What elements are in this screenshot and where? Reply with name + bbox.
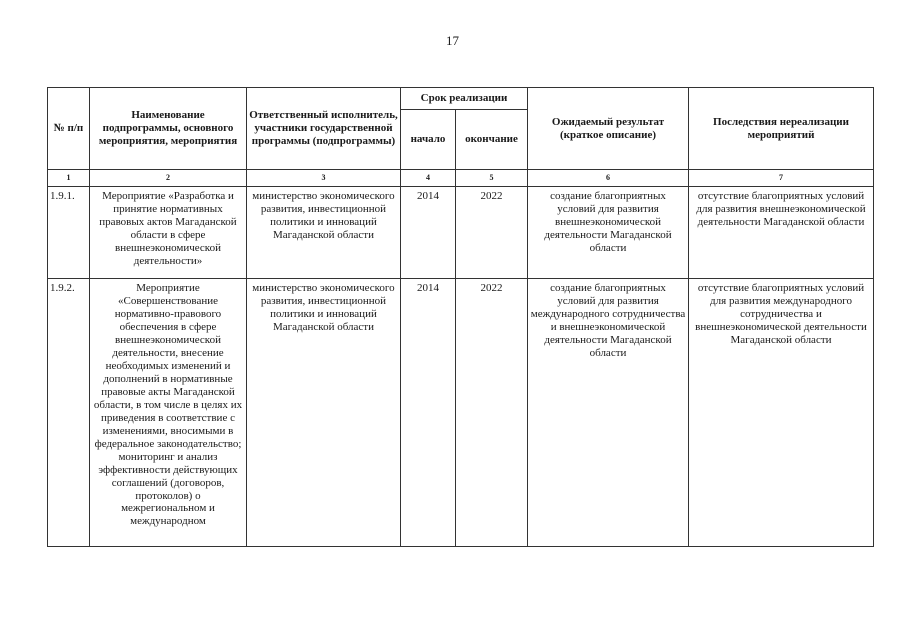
row-result: создание благоприятных условий для развития международного сотрудничества и внешнеэкономической деятельности Магаданской области	[528, 279, 689, 547]
header-period: Срок реализации	[401, 88, 528, 110]
table-row	[48, 279, 874, 547]
header-consequences: Последствия нереализации мероприятий	[689, 88, 874, 170]
row-num: 1.9.1.	[48, 187, 90, 279]
column-number: 4	[401, 170, 456, 187]
row-result: создание благоприятных условий для развития внешнеэкономической деятельности Магаданской области	[528, 187, 689, 279]
column-number: 2	[90, 170, 247, 187]
row-consequences: отсутствие благоприятных условий для развития международного сотрудничества и внешнеэкономической деятельности Магаданской области	[689, 279, 874, 547]
column-number: 1	[48, 170, 90, 187]
measures-table	[47, 87, 874, 547]
header-num: № п/п	[48, 88, 90, 170]
header-end: окончание	[456, 110, 528, 170]
column-number-row	[48, 170, 874, 187]
row-responsible: министерство экономического развития, инвестиционной политики и инноваций Магаданской области	[247, 279, 401, 547]
header-name: Наименование подпрограммы, основного мероприятия, мероприятия	[90, 88, 247, 170]
row-name: Мероприятие «Совершенствование нормативно-правового обеспечения в сфере внешнеэкономической деятельности, внесение необходимых изменений и дополнений в нормативные правовые акты Магаданской области, в том числе в целях их приведения в соответствие с изменениями, вносимыми в федеральное законодательство; мониторинг и анализ эффективности действующих соглашений (договоров, протоколов) о межрегиональном и международном	[90, 279, 247, 547]
table-row	[48, 187, 874, 279]
header-result: Ожидаемый результат (краткое описание)	[528, 88, 689, 170]
row-start: 2014	[401, 187, 456, 279]
row-end: 2022	[456, 187, 528, 279]
column-number: 3	[247, 170, 401, 187]
column-number: 7	[689, 170, 874, 187]
header-responsible: Ответственный исполнитель, участники государственной программы (подпрограммы)	[247, 88, 401, 170]
row-end: 2022	[456, 279, 528, 547]
row-num: 1.9.2.	[48, 279, 90, 547]
row-name: Мероприятие «Разработка и принятие нормативных правовых актов Магаданской области в сфере внешнеэкономической деятельности»	[90, 187, 247, 279]
page-number: 17	[446, 33, 459, 48]
row-responsible: министерство экономического развития, инвестиционной политики и инноваций Магаданской области	[247, 187, 401, 279]
column-number: 5	[456, 170, 528, 187]
column-number: 6	[528, 170, 689, 187]
header-start: начало	[401, 110, 456, 170]
row-start: 2014	[401, 279, 456, 547]
row-consequences: отсутствие благоприятных условий для развития внешнеэкономической деятельности Магаданской области	[689, 187, 874, 279]
